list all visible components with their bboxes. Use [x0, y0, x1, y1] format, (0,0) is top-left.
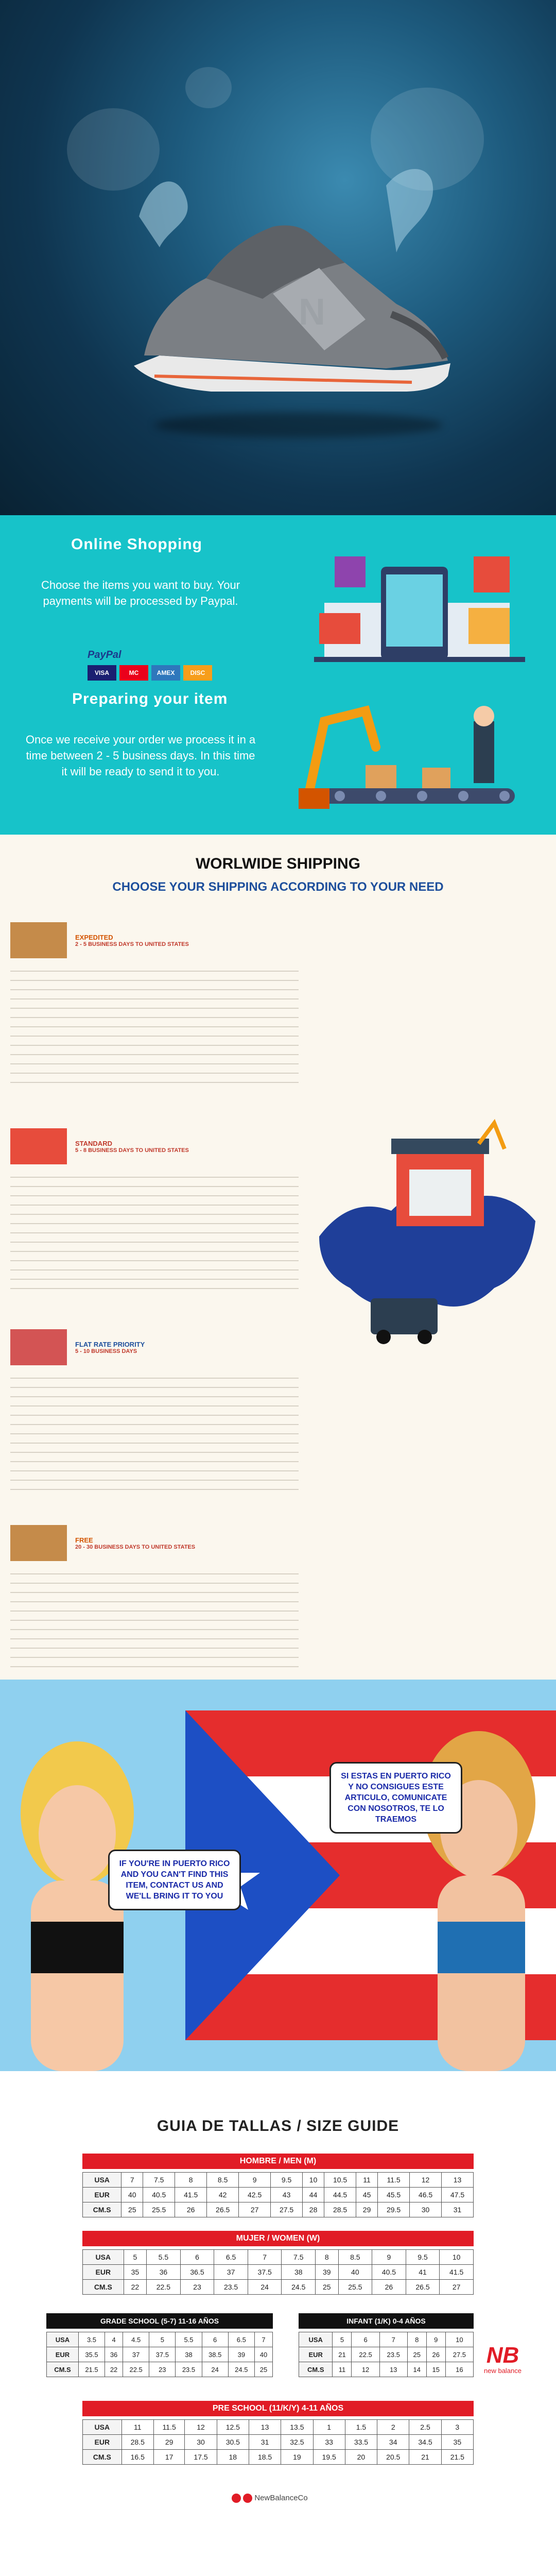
sneaker-hero-image — [77, 149, 479, 438]
size-cell: 15 — [426, 2362, 445, 2377]
size-cell: 7.5 — [143, 2173, 175, 2188]
size-cell: 1 — [313, 2420, 345, 2435]
online-shopping-text: Choose the items you want to buy. Your payments will be processed by Paypal. — [41, 579, 240, 607]
shipping-option-free — [10, 1525, 299, 1671]
size-cell: 9 — [426, 2332, 445, 2347]
size-cell: 18.5 — [249, 2450, 281, 2465]
size-cell: 19 — [281, 2450, 313, 2465]
size-cell: 34 — [377, 2435, 409, 2450]
social-handle[interactable]: NewBalanceCo — [232, 2494, 308, 2503]
size-cell: 9.5 — [406, 2250, 440, 2265]
speech-bubble-english: IF YOU'RE IN PUERTO RICO AND YOU CAN'T FIND THIS ITEM, CONTACT US AND WE'LL BRING IT TO YOU — [108, 1850, 241, 1910]
size-row-label: USA — [83, 2420, 122, 2435]
size-cell: 21.5 — [78, 2362, 105, 2377]
size-cell: 29.5 — [378, 2202, 410, 2217]
size-cell: 26.5 — [207, 2202, 239, 2217]
size-cell: 23.5 — [379, 2347, 407, 2362]
size-cell: 21 — [333, 2347, 352, 2362]
table-row — [83, 2250, 474, 2265]
grade-school-size-table — [46, 2332, 273, 2377]
shipping-country-list — [10, 1372, 299, 1496]
size-cell: 41.5 — [440, 2265, 474, 2280]
size-cell: 6 — [202, 2332, 228, 2347]
size-cell: 27 — [440, 2280, 474, 2295]
payment-logos — [88, 649, 212, 681]
size-cell: 22 — [124, 2280, 146, 2295]
size-cell: 12 — [185, 2420, 217, 2435]
size-cell: 40.5 — [143, 2188, 175, 2202]
size-cell: 37.5 — [248, 2265, 282, 2280]
size-cell: 27.5 — [271, 2202, 303, 2217]
nb-logo-icon: NB — [486, 2343, 519, 2368]
size-row-label: EUR — [83, 2435, 122, 2450]
size-cell: 33.5 — [345, 2435, 377, 2450]
size-row-label: EUR — [83, 2265, 124, 2280]
size-cell: 30 — [410, 2202, 442, 2217]
size-row-label: CM.S — [47, 2362, 79, 2377]
grade-school-size-header: GRADE SCHOOL (5-7) 11-16 AÑOS — [46, 2313, 273, 2329]
size-cell: 40 — [121, 2188, 143, 2202]
infant-size-table — [299, 2332, 474, 2377]
size-cell: 44 — [303, 2188, 324, 2202]
size-row-label: USA — [83, 2173, 121, 2188]
size-cell: 42 — [207, 2188, 239, 2202]
size-cell: 8 — [407, 2332, 426, 2347]
size-cell: 6.5 — [214, 2250, 248, 2265]
size-cell: 38 — [176, 2347, 202, 2362]
shipping-option-delivery: 20 - 30 BUSINESS DAYS TO UNITED STATES — [75, 1544, 196, 1550]
size-cell: 36.5 — [180, 2265, 214, 2280]
preparing-title: Preparing your item — [72, 690, 228, 707]
size-cell: 43 — [271, 2188, 303, 2202]
size-cell: 25.5 — [143, 2202, 175, 2217]
size-cell: 31 — [442, 2202, 474, 2217]
size-cell: 11.5 — [153, 2420, 185, 2435]
size-cell: 32.5 — [281, 2435, 313, 2450]
size-cell: 37 — [214, 2265, 248, 2280]
shipping-country-list — [10, 1172, 299, 1290]
size-cell: 8 — [316, 2250, 338, 2265]
package-icon — [10, 1128, 67, 1164]
size-cell: 39 — [316, 2265, 338, 2280]
size-cell: 1.5 — [345, 2420, 377, 2435]
size-row-label: EUR — [47, 2347, 79, 2362]
size-cell: 23 — [149, 2362, 176, 2377]
size-cell: 24 — [202, 2362, 228, 2377]
size-cell: 31 — [249, 2435, 281, 2450]
size-cell: 16 — [445, 2362, 473, 2377]
size-cell: 3.5 — [78, 2332, 105, 2347]
mastercard-icon: MC — [119, 665, 148, 681]
size-cell: 40 — [338, 2265, 372, 2280]
size-cell: 35 — [441, 2435, 473, 2450]
size-cell: 47.5 — [442, 2188, 474, 2202]
size-row-label: USA — [47, 2332, 79, 2347]
size-cell: 30.5 — [217, 2435, 249, 2450]
size-cell: 10.5 — [324, 2173, 356, 2188]
instagram-icon — [232, 2494, 241, 2503]
shipping-subtitle: CHOOSE YOUR SHIPPING ACCORDING TO YOUR NEED — [112, 880, 444, 894]
size-cell: 25 — [254, 2362, 272, 2377]
size-row-label: CM.S — [299, 2362, 333, 2377]
size-cell: 12 — [352, 2362, 379, 2377]
discover-card-icon: DISC — [183, 665, 212, 681]
size-cell: 22.5 — [147, 2280, 181, 2295]
size-cell: 36 — [105, 2347, 123, 2362]
size-cell: 3 — [441, 2420, 473, 2435]
pre-school-size-table — [82, 2419, 474, 2465]
shipping-option-name: FLAT RATE PRIORITY — [75, 1340, 145, 1348]
world-shipping-illustration — [309, 1103, 546, 1370]
size-cell: 27.5 — [445, 2347, 473, 2362]
size-cell: 22 — [105, 2362, 123, 2377]
shipping-option-name: STANDARD — [75, 1139, 112, 1147]
table-row — [83, 2450, 474, 2465]
pre-school-size-header: PRE SCHOOL (11/K/Y) 4-11 AÑOS — [82, 2401, 474, 2416]
size-cell: 23 — [180, 2280, 214, 2295]
shipping-country-list — [10, 1568, 299, 1671]
svg-text:N: N — [299, 292, 325, 333]
size-cell: 24.5 — [282, 2280, 316, 2295]
size-cell: 19.5 — [313, 2450, 345, 2465]
new-balance-logo: NB new balance — [484, 2343, 522, 2375]
size-cell: 25 — [407, 2347, 426, 2362]
shipping-title: WORLWIDE SHIPPING — [195, 855, 360, 872]
table-row — [299, 2347, 474, 2362]
shipping-option-name: EXPEDITED — [75, 933, 113, 941]
table-row — [83, 2280, 474, 2295]
size-cell: 10 — [303, 2173, 324, 2188]
size-cell: 37 — [123, 2347, 149, 2362]
size-cell: 11.5 — [378, 2173, 410, 2188]
online-shopping-title: Online Shopping — [71, 536, 202, 553]
size-row-label: CM.S — [83, 2450, 122, 2465]
size-cell: 16.5 — [121, 2450, 153, 2465]
size-cell: 26 — [372, 2280, 406, 2295]
water-splash — [185, 67, 232, 108]
size-cell: 41.5 — [175, 2188, 207, 2202]
shipping-option-flat-rate — [10, 1329, 299, 1496]
puerto-rico-flag-background — [0, 1680, 556, 2071]
size-cell: 13.5 — [281, 2420, 313, 2435]
size-row-label: CM.S — [83, 2202, 121, 2217]
shopping-illustration — [304, 536, 535, 675]
size-cell: 6.5 — [228, 2332, 254, 2347]
table-row — [299, 2362, 474, 2377]
shipping-option-standard — [10, 1128, 299, 1290]
size-cell: 8.5 — [207, 2173, 239, 2188]
women-size-table — [82, 2249, 474, 2295]
size-cell: 5.5 — [147, 2250, 181, 2265]
size-cell: 27 — [239, 2202, 271, 2217]
size-cell: 12 — [410, 2173, 442, 2188]
package-icon — [10, 1525, 67, 1561]
size-cell: 4 — [105, 2332, 123, 2347]
size-cell: 11 — [121, 2420, 153, 2435]
size-cell: 35 — [124, 2265, 146, 2280]
table-row — [83, 2173, 474, 2188]
size-cell: 20.5 — [377, 2450, 409, 2465]
facebook-icon — [243, 2494, 252, 2503]
warehouse-robot-illustration — [288, 690, 530, 824]
size-cell: 22.5 — [123, 2362, 149, 2377]
size-cell: 35.5 — [78, 2347, 105, 2362]
size-cell: 7.5 — [282, 2250, 316, 2265]
puerto-rico-banner — [0, 1680, 556, 2071]
preparing-text: Once we receive your order we process it in a time between 2 - 5 business days. In this time it will be ready to send it to you. — [25, 733, 256, 778]
size-cell: 7 — [121, 2173, 143, 2188]
size-cell: 8.5 — [338, 2250, 372, 2265]
shipping-option-delivery: 5 - 8 BUSINESS DAYS TO UNITED STATES — [75, 1147, 189, 1154]
size-row-label: CM.S — [83, 2280, 124, 2295]
size-row-label: USA — [83, 2250, 124, 2265]
product-photos — [0, 2514, 556, 2576]
size-cell: 11 — [356, 2173, 378, 2188]
size-cell: 29 — [153, 2435, 185, 2450]
size-cell: 9 — [372, 2250, 406, 2265]
size-row-label: EUR — [299, 2347, 333, 2362]
size-cell: 28.5 — [121, 2435, 153, 2450]
shipping-option-name: FREE — [75, 1536, 93, 1544]
size-row-label: USA — [299, 2332, 333, 2347]
size-cell: 5 — [149, 2332, 176, 2347]
size-cell: 36 — [147, 2265, 181, 2280]
size-cell: 45.5 — [378, 2188, 410, 2202]
size-cell: 7 — [254, 2332, 272, 2347]
size-cell: 34.5 — [409, 2435, 441, 2450]
size-cell: 46.5 — [410, 2188, 442, 2202]
size-cell: 2.5 — [409, 2420, 441, 2435]
size-cell: 33 — [313, 2435, 345, 2450]
size-cell: 40 — [254, 2347, 272, 2362]
size-cell: 18 — [217, 2450, 249, 2465]
hero-banner — [0, 0, 556, 515]
size-cell: 5.5 — [176, 2332, 202, 2347]
size-cell: 25.5 — [338, 2280, 372, 2295]
package-icon — [10, 922, 67, 958]
infant-size-header: INFANT (1/K) 0-4 AÑOS — [299, 2313, 474, 2329]
size-cell: 28.5 — [324, 2202, 356, 2217]
size-cell: 41 — [406, 2265, 440, 2280]
size-cell: 23.5 — [214, 2280, 248, 2295]
size-cell: 10 — [440, 2250, 474, 2265]
size-cell: 26 — [426, 2347, 445, 2362]
shipping-option-delivery: 5 - 10 BUSINESS DAYS — [75, 1348, 137, 1354]
size-cell: 25 — [121, 2202, 143, 2217]
size-cell: 11 — [333, 2362, 352, 2377]
shipping-option-delivery: 2 - 5 BUSINESS DAYS TO UNITED STATES — [75, 941, 189, 947]
size-guide-title: GUIA DE TALLAS / SIZE GUIDE — [157, 2117, 399, 2134]
size-cell: 39 — [228, 2347, 254, 2362]
size-cell: 13 — [379, 2362, 407, 2377]
size-cell: 14 — [407, 2362, 426, 2377]
size-cell: 25 — [316, 2280, 338, 2295]
amex-card-icon: AMEX — [151, 665, 180, 681]
size-cell: 13 — [249, 2420, 281, 2435]
size-cell: 12.5 — [217, 2420, 249, 2435]
size-cell: 6 — [180, 2250, 214, 2265]
men-size-table — [82, 2172, 474, 2217]
size-row-label: EUR — [83, 2188, 121, 2202]
table-row — [83, 2265, 474, 2280]
shipping-country-list — [10, 965, 299, 1084]
size-cell: 23.5 — [176, 2362, 202, 2377]
size-cell: 45 — [356, 2188, 378, 2202]
speech-bubble-spanish: SI ESTAS EN PUERTO RICO Y NO CONSIGUES ESTE ARTICULO, COMUNICATE CON NOSOTROS, TE LO TRAEMOS — [329, 1762, 462, 1834]
size-cell: 13 — [442, 2173, 474, 2188]
size-cell: 26 — [175, 2202, 207, 2217]
table-row — [83, 2188, 474, 2202]
size-cell: 28 — [303, 2202, 324, 2217]
women-size-header: MUJER / WOMEN (W) — [82, 2231, 474, 2246]
sneaker-side-view-photo — [0, 2566, 556, 2576]
size-cell: 37.5 — [149, 2347, 176, 2362]
size-cell: 22.5 — [352, 2347, 379, 2362]
table-row — [47, 2362, 273, 2377]
size-cell: 30 — [185, 2435, 217, 2450]
visa-card-icon: VISA — [88, 665, 116, 681]
size-cell: 38 — [282, 2265, 316, 2280]
shipping-option-expedited — [10, 922, 299, 1084]
table-row — [47, 2332, 273, 2347]
size-cell: 24 — [248, 2280, 282, 2295]
size-cell: 9.5 — [271, 2173, 303, 2188]
table-row — [83, 2435, 474, 2450]
size-cell: 9 — [239, 2173, 271, 2188]
size-cell: 7 — [248, 2250, 282, 2265]
package-icon — [10, 1329, 67, 1365]
size-cell: 29 — [356, 2202, 378, 2217]
shipping-section — [0, 835, 556, 1680]
size-cell: 26.5 — [406, 2280, 440, 2295]
size-cell: 5 — [124, 2250, 146, 2265]
ordering-info-section — [0, 515, 556, 835]
size-cell: 2 — [377, 2420, 409, 2435]
size-cell: 44.5 — [324, 2188, 356, 2202]
size-cell: 21.5 — [441, 2450, 473, 2465]
size-cell: 8 — [175, 2173, 207, 2188]
size-cell: 17.5 — [185, 2450, 217, 2465]
size-cell: 6 — [352, 2332, 379, 2347]
paypal-logo: PayPal — [88, 649, 121, 660]
size-cell: 24.5 — [228, 2362, 254, 2377]
table-row — [83, 2420, 474, 2435]
size-cell: 17 — [153, 2450, 185, 2465]
table-row — [299, 2332, 474, 2347]
size-cell: 4.5 — [123, 2332, 149, 2347]
size-cell: 7 — [379, 2332, 407, 2347]
size-cell: 20 — [345, 2450, 377, 2465]
size-cell: 21 — [409, 2450, 441, 2465]
size-cell: 42.5 — [239, 2188, 271, 2202]
size-cell: 40.5 — [372, 2265, 406, 2280]
table-row — [83, 2202, 474, 2217]
size-cell: 5 — [333, 2332, 352, 2347]
table-row — [47, 2347, 273, 2362]
size-guide-section — [0, 2071, 556, 2514]
size-cell: 10 — [445, 2332, 473, 2347]
size-cell: 38.5 — [202, 2347, 228, 2362]
men-size-header: HOMBRE / MEN (M) — [82, 2154, 474, 2169]
